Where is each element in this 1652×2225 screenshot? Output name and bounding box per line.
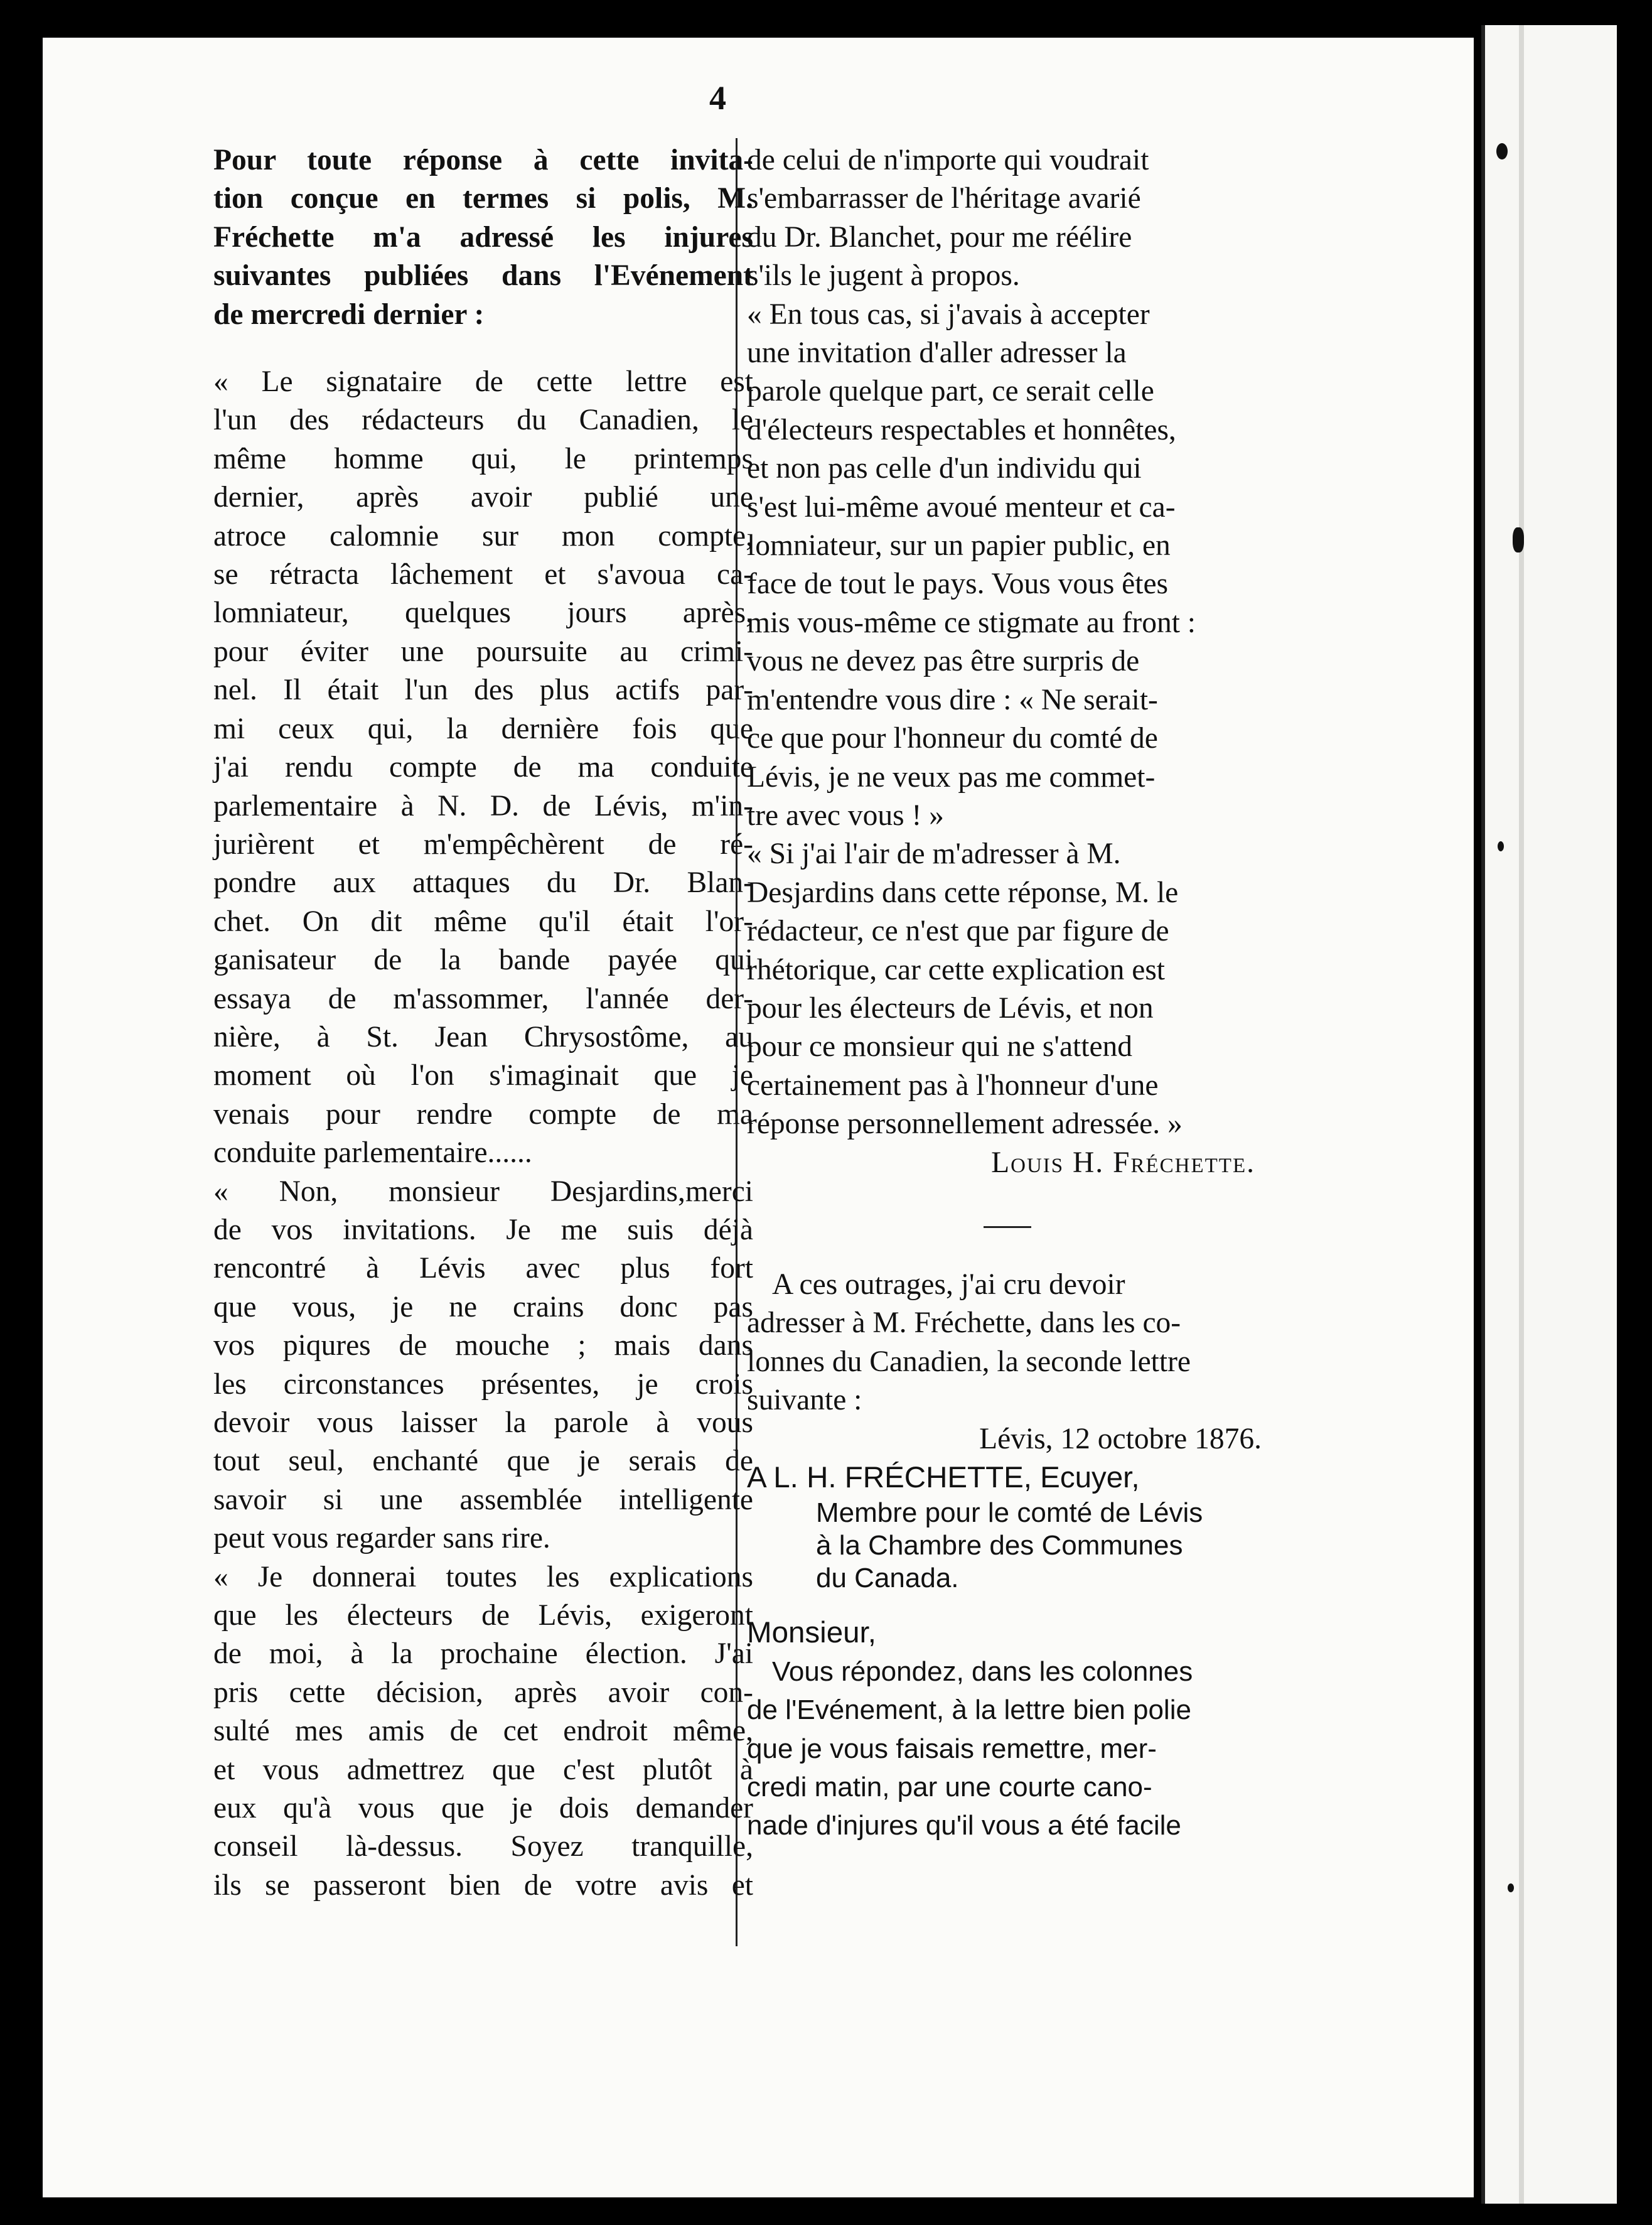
- text-line: rhétorique, car cette explication est: [747, 953, 1165, 986]
- text-line: devoir vous laisser la parole à vous: [213, 1406, 753, 1439]
- page-fold-shadow: [1519, 25, 1524, 2204]
- text-line: ils se passeront bien de votre avis et: [213, 1868, 753, 1902]
- text-line: vous ne devez pas être surpris de: [747, 645, 1140, 678]
- text-line: lonnes du Canadien, la seconde lettre: [747, 1345, 1191, 1378]
- text-line: que je vous faisais remettre, mer-: [747, 1733, 1157, 1764]
- text-line: essaya de m'assommer, l'année der-: [213, 982, 753, 1015]
- text-line: et vous admettrez que c'est plutôt à: [213, 1753, 753, 1786]
- binding-mark: [1496, 143, 1508, 159]
- text-line: « Je donnerai toutes les explications: [213, 1560, 753, 1593]
- text-line: sulté mes amis de cet endroit même,: [213, 1715, 753, 1748]
- letter-date: Lévis, 12 octobre 1876.: [979, 1422, 1262, 1455]
- text-line: Desjardins dans cette réponse, M. le: [747, 876, 1179, 909]
- text-line: « En tous cas, si j'avais à accepter: [747, 298, 1150, 331]
- text-line: une invitation d'aller adresser la: [747, 337, 1127, 370]
- page-number: 4: [709, 79, 726, 117]
- binding-mark: [1498, 841, 1504, 851]
- text-line: de moi, à la prochaine élection. J'ai: [213, 1637, 753, 1671]
- text-line: de mercredi dernier :: [213, 298, 485, 331]
- text-line: « Le signataire de cette lettre est: [213, 365, 753, 399]
- text-line: parole quelque part, ce serait celle: [747, 375, 1154, 408]
- text-line: se rétracta lâchement et s'avoua ca-: [213, 558, 753, 591]
- text-line: s'est lui-même avoué menteur et ca-: [747, 490, 1176, 524]
- text-line: « Si j'ai l'air de m'adresser à M.: [747, 838, 1121, 871]
- text-line: de vos invitations. Je me suis déjà: [213, 1213, 753, 1246]
- text-line: certainement pas à l'honneur d'une: [747, 1069, 1159, 1102]
- text-line: credi matin, par une courte cano-: [747, 1772, 1152, 1803]
- text-line: m'entendre vous dire : « Ne serait-: [747, 683, 1158, 716]
- text-line: Lévis, je ne veux pas me commet-: [747, 760, 1156, 794]
- text-line: de celui de n'importe qui voudrait: [747, 144, 1149, 176]
- text-line: suivante :: [747, 1384, 862, 1417]
- text-line: s'ils le jugent à propos.: [747, 259, 1020, 293]
- text-line: que vous, je ne crains donc pas: [213, 1290, 753, 1323]
- binding-mark: [1513, 527, 1524, 552]
- text-line: adresser à M. Fréchette, dans les co-: [747, 1306, 1181, 1340]
- text-line: parlementaire à N. D. de Lévis, m'in-: [213, 789, 753, 822]
- text-line: « Non, monsieur Desjardins,merci: [213, 1175, 753, 1208]
- text-line: pour éviter une poursuite au crimi-: [213, 635, 753, 668]
- text-line: nière, à St. Jean Chrysostôme, au: [213, 1020, 753, 1053]
- text-line: pour les électeurs de Lévis, et non: [747, 991, 1154, 1025]
- text-line: face de tout le pays. Vous vous êtes: [747, 568, 1169, 601]
- paragraph-gap: [213, 334, 753, 363]
- text-line: vos piqures de mouche ; mais dans: [213, 1329, 753, 1362]
- text-line: l'un des rédacteurs du Canadien, le: [213, 404, 753, 437]
- text-line: même homme qui, le printemps: [213, 442, 753, 475]
- text-line: nel. Il était l'un des plus actifs par-: [213, 674, 753, 707]
- text-line: j'ai rendu compte de ma conduite: [213, 751, 753, 784]
- text-line: tion conçue en termes si polis, M.: [213, 182, 753, 215]
- text-line: d'électeurs respectables et honnêtes,: [747, 413, 1176, 446]
- text-line: et non pas celle d'un individu qui: [747, 452, 1142, 485]
- text-line: savoir si une assemblée intelligente: [213, 1483, 753, 1516]
- text-line: pondre aux attaques du Dr. Blan-: [213, 866, 753, 900]
- left-column: [213, 141, 753, 1905]
- text-line: venais pour rendre compte de ma: [213, 1097, 753, 1131]
- text-line: eux qu'à vous que je dois demander: [213, 1792, 753, 1825]
- text-line: pour ce monsieur qui ne s'attend: [747, 1030, 1133, 1064]
- text-line: s'embarrasser de l'héritage avarié: [747, 182, 1141, 215]
- text-line: jurièrent et m'empêchèrent de ré-: [213, 827, 753, 861]
- text-line: lomniateur, quelques jours après,: [213, 596, 753, 630]
- signature: Louis H. Fréchette.: [991, 1146, 1255, 1179]
- text-line: Fréchette m'a adressé les injures: [213, 220, 753, 254]
- binding-mark: [1508, 1883, 1514, 1892]
- text-line: tre avec vous ! »: [747, 799, 944, 832]
- text-line: suivantes publiées dans l'Evénement: [213, 259, 753, 293]
- text-line: conseil là-dessus. Soyez tranquille,: [213, 1830, 753, 1863]
- text-line: ganisateur de la bande payée qui: [213, 944, 753, 977]
- adjacent-page-edge: [1481, 25, 1617, 2204]
- section-rule: [984, 1226, 1031, 1228]
- letter-salutation: Monsieur,: [747, 1616, 876, 1650]
- text-line: lomniateur, sur un papier public, en: [747, 529, 1171, 563]
- text-line: chet. On dit même qu'il était l'or-: [213, 905, 753, 938]
- letter-addressee: A L. H. FRÉCHETTE, Ecuyer,: [747, 1461, 1140, 1494]
- text-line: moment où l'on s'imaginait que je: [213, 1059, 753, 1092]
- text-line: Vous répondez, dans les colonnes: [772, 1656, 1193, 1687]
- text-line: que les électeurs de Lévis, exigeront: [213, 1599, 753, 1632]
- text-line: tout seul, enchanté que je serais de: [213, 1445, 753, 1478]
- text-line: Pour toute réponse à cette invita-: [213, 144, 753, 176]
- addressee-line: Membre pour le comté de Lévis: [816, 1497, 1203, 1529]
- text-line: de l'Evénement, à la lettre bien polie: [747, 1694, 1191, 1726]
- text-line: du Dr. Blanchet, pour me réélire: [747, 220, 1132, 254]
- addressee-line: du Canada.: [816, 1563, 959, 1594]
- text-line: rencontré à Lévis avec plus fort: [213, 1252, 753, 1285]
- text-line: peut vous regarder sans rire.: [213, 1522, 550, 1555]
- text-line: rédacteur, ce n'est que par figure de: [747, 915, 1169, 948]
- text-line: pris cette décision, après avoir con-: [213, 1676, 753, 1709]
- text-line: ce que pour l'honneur du comté de: [747, 722, 1158, 755]
- addressee-line: à la Chambre des Communes: [816, 1530, 1183, 1561]
- text-line: mis vous-même ce stigmate au front :: [747, 606, 1196, 639]
- text-line: A ces outrages, j'ai cru devoir: [772, 1268, 1125, 1301]
- text-line: les circonstances présentes, je crois: [213, 1367, 753, 1401]
- text-line: mi ceux qui, la dernière fois que: [213, 712, 753, 745]
- text-line: dernier, après avoir publié une: [213, 481, 753, 514]
- right-column: [747, 141, 1268, 1845]
- text-line: réponse personnellement adressée. »: [747, 1107, 1183, 1141]
- text-line: nade d'injures qu'il vous a été facile: [747, 1810, 1181, 1841]
- text-line: conduite parlementaire......: [213, 1136, 532, 1170]
- text-line: atroce calomnie sur mon compte,: [213, 519, 753, 552]
